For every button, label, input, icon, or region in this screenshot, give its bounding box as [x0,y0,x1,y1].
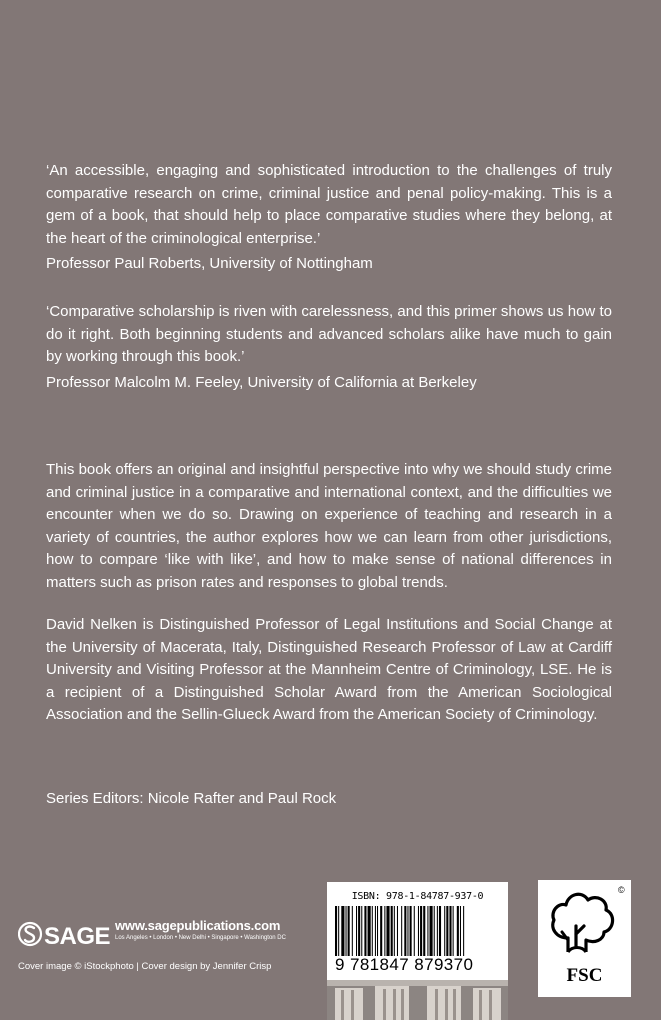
barcode-bar [463,906,464,956]
description-text: This book offers an original and insightful perspective into why we should study crime and criminal justice in a comparative and international context, and the difficulties we encounter when we do so. Drawing on experience of teaching and research in a variety of countries, the author explores how we can learn from other jurisdictions, how to compare ‘like with like’, and how to make sense of national differences in matters such as prison rates and responses to global trends. [46,461,612,591]
barcode-bar [338,906,339,956]
barcode-bar [372,906,373,956]
barcode-bar [444,906,445,956]
barcode-bar [391,906,393,956]
barcode-bar [386,906,389,956]
publisher-url[interactable]: www.sagepublications.com [115,918,281,933]
barcode-bar [404,906,406,956]
barcode-bar [364,906,366,956]
cover-credits: Cover image © iStockphoto | Cover design by Jennifer Crisp [18,961,272,972]
quote-text: ‘Comparative scholarship is riven with carelessness, and this primer shows us how to do it right. Both beginning students and advanced scholars alike have much to gain by working through this book.’ [46,303,612,365]
sage-logo-text: SAGE [44,923,110,950]
barcode-box [327,882,508,980]
barcode-bar [457,906,459,956]
quote-1 [46,160,612,276]
barcode-bar [460,906,461,956]
barcode-bar [380,906,382,956]
barcode-bar [352,906,353,956]
publisher-cities: Los Angeles • London • New Delhi • Singapore • Washington DC [115,935,286,941]
bio-text: David Nelken is Distinguished Professor of Legal Institutions and Social Change at the University of Macerata, Italy, Distinguished Research Professor of Law at Cardiff University and Visiting Professor at the Mannheim Centre of Criminology, LSE. He is a recipient of a Distinguished Scholar Award from the American Sociological Association and the Sellin-Glueck Award from the American Society of Criminology. [46,616,612,723]
barcode-icon [335,906,500,956]
barcode-bar [401,906,402,956]
barcode-bar [384,906,385,956]
book-description [46,459,612,594]
barcode-bar [453,906,454,956]
barcode-bar [410,906,412,956]
barcode-bar [394,906,395,956]
series-editors [46,788,612,811]
barcode-bar [375,906,376,956]
sage-logo-icon [18,917,110,951]
quote-attribution: Professor Paul Roberts, University of Nottingham [46,255,373,272]
fsc-copyright-mark: © [618,885,625,895]
barcode-bar [358,906,360,956]
barcode-bar [368,906,371,956]
fsc-label: FSC [566,965,603,986]
barcode-bar [361,906,362,956]
ean-number: 9 781847 879370 [335,955,474,974]
barcode-bar [348,906,350,956]
quote-text: ‘An accessible, engaging and sophisticated introduction to the challenges of truly comparative research on crime, criminal justice and penal policy-making. This is a gem of a book, that should help to place comparative studies where they belong, at the heart of the criminological enterprise.’ [46,162,612,247]
barcode-bar [407,906,408,956]
barcode-bar [346,906,347,956]
barcode-bar [449,906,451,956]
fsc-logo [538,880,631,997]
columns-image [327,980,508,1020]
barcode-bar [430,906,433,956]
author-bio [46,614,612,727]
barcode-bar [446,906,448,956]
publisher-info [115,918,286,943]
barcode-bar [414,906,415,956]
barcode-bar [356,906,357,956]
barcode-bar [397,906,398,956]
barcode-bar [423,906,425,956]
barcode-bar [335,906,337,956]
barcode-bar [427,906,428,956]
barcode-bar [341,906,344,956]
barcode-bar [418,906,419,956]
barcode-bar [437,906,438,956]
quote-attribution: Professor Malcolm M. Feeley, University of California at Berkeley [46,373,477,391]
barcode-bar [420,906,422,956]
barcode-bar [434,906,435,956]
barcode-bar [377,906,378,956]
isbn-label: ISBN: 978-1-84787-937-0 [351,891,484,902]
quote-2 [46,301,612,394]
barcode-bar [439,906,441,956]
series-editors-text: Series Editors: Nicole Rafter and Paul Rock [46,790,337,807]
